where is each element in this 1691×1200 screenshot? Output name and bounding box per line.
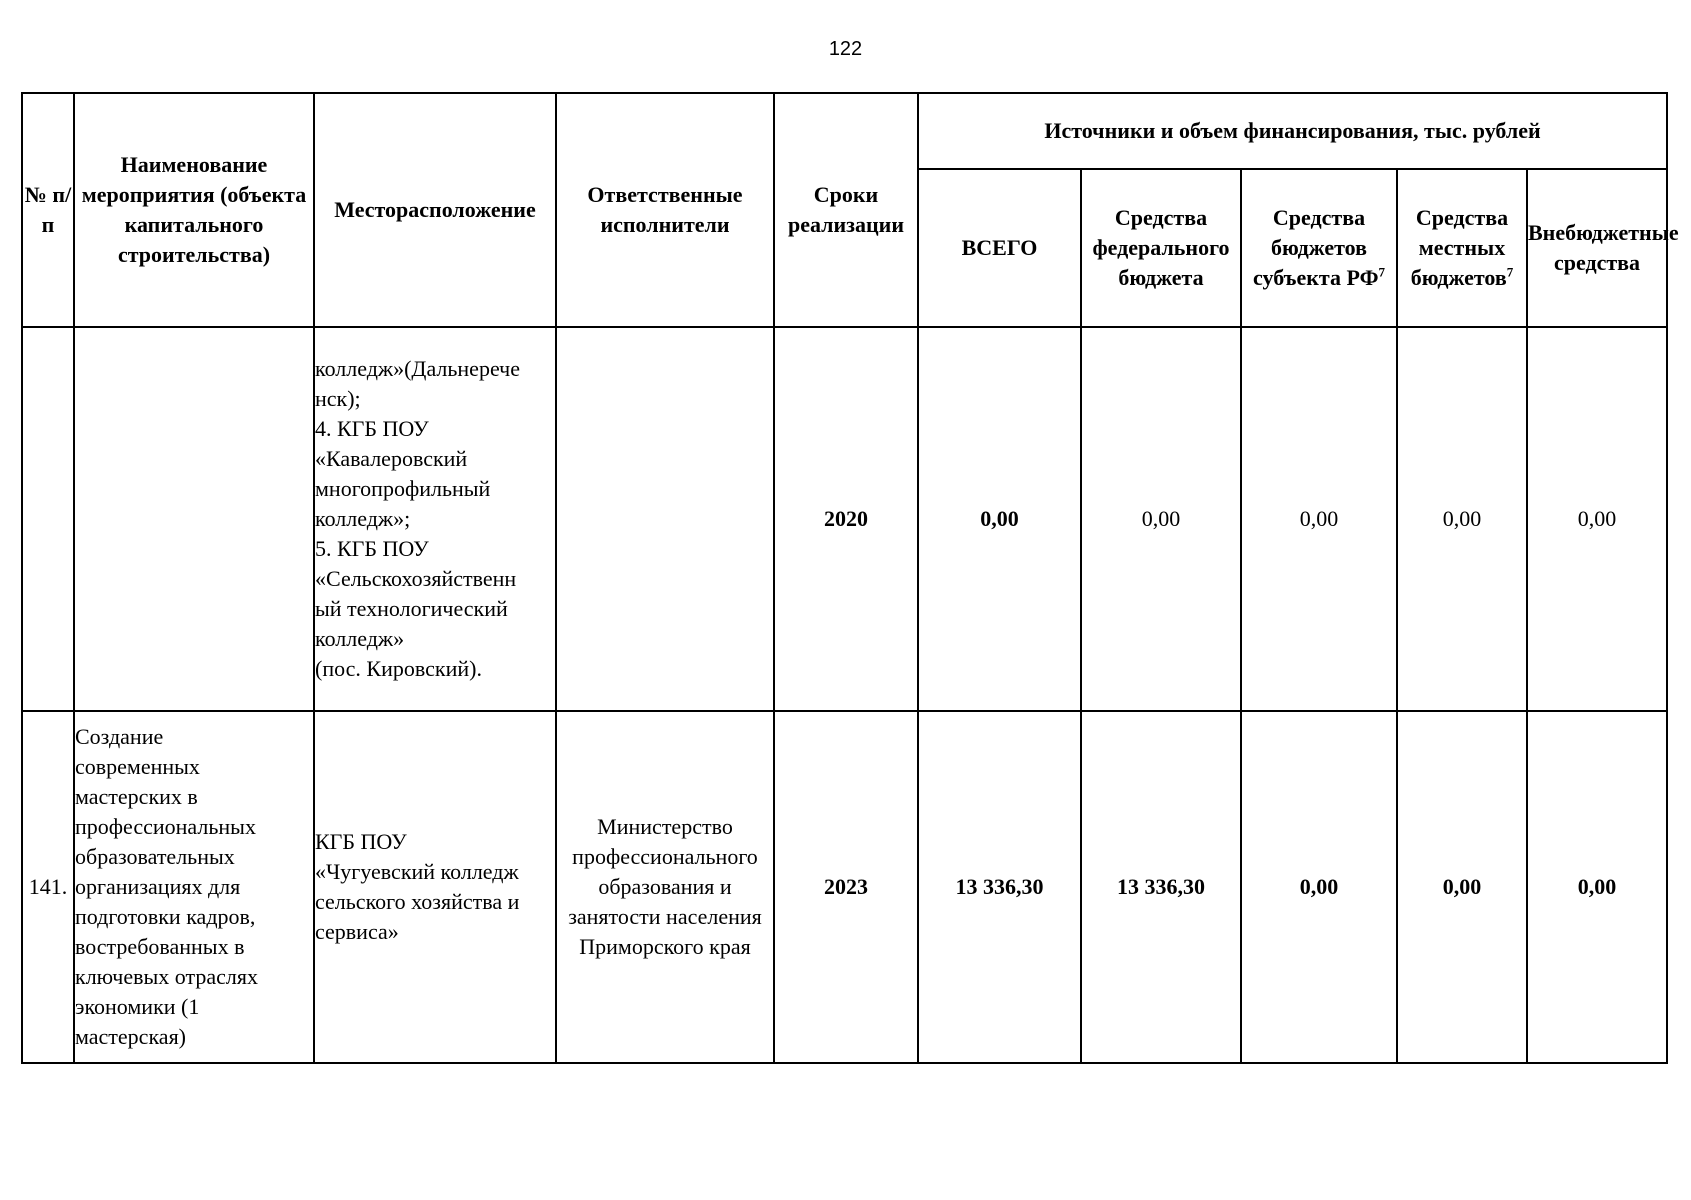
row-location: колледж»(Дальнерече нск); 4. КГБ ПОУ «Кавалеровский многопрофильный колледж»; 5. КГБ ПОУ «Сельскохозяйственн ый технологический колледж» (пос. Кировский). [314,327,556,711]
header-subject-label: Средства бюджетов субъекта РФ [1253,205,1379,290]
row-local: 0,00 [1397,327,1527,711]
row-name [74,327,314,711]
header-executors: Ответственные исполнители [556,93,774,327]
row-federal: 13 336,30 [1081,711,1241,1063]
row-num: 141. [22,711,74,1063]
row-terms: 2023 [774,711,918,1063]
row-local: 0,00 [1397,711,1527,1063]
row-total: 0,00 [918,327,1081,711]
header-subject-footnote: 7 [1378,264,1385,280]
header-subject [1241,169,1397,327]
row-num [22,327,74,711]
row-subject: 0,00 [1241,711,1397,1063]
header-local [1397,169,1527,327]
header-local-footnote: 7 [1506,264,1514,280]
header-num: № п/п [22,93,74,327]
row-offbudget: 0,00 [1527,711,1667,1063]
row-executors: Министерство профессионального образования и занятости населения Приморского края [556,711,774,1063]
header-row-top [22,93,1667,169]
row-terms: 2020 [774,327,918,711]
header-offbudget: Внебюджетные средства [1527,169,1667,327]
header-federal: Средства федерального бюджета [1081,169,1241,327]
financing-table [21,92,1679,1064]
page-number: 122 [828,38,863,60]
header-local-label: Средства местных бюджетов [1410,205,1509,290]
header-financing-group: Источники и объем финансирования, тыс. рублей [918,93,1667,169]
header-location: Месторасположение [314,93,556,327]
row-name: Создание современных мастерских в профессиональных образовательных организациях для подготовки кадров, востребованных в ключевых отраслях экономики (1 мастерская) [74,711,314,1063]
row-location: КГБ ПОУ «Чугуевский колледж сельского хозяйства и сервиса» [314,711,556,1063]
row-subject: 0,00 [1241,327,1397,711]
row-total: 13 336,30 [918,711,1081,1063]
header-total: ВСЕГО [918,169,1081,327]
table-row [22,327,1667,711]
row-offbudget: 0,00 [1527,327,1667,711]
row-federal: 0,00 [1081,327,1241,711]
row-executors [556,327,774,711]
header-terms: Сроки реализации [774,93,918,327]
table-row [22,711,1667,1063]
header-name: Наименование мероприятия (объекта капитального строительства) [74,93,314,327]
